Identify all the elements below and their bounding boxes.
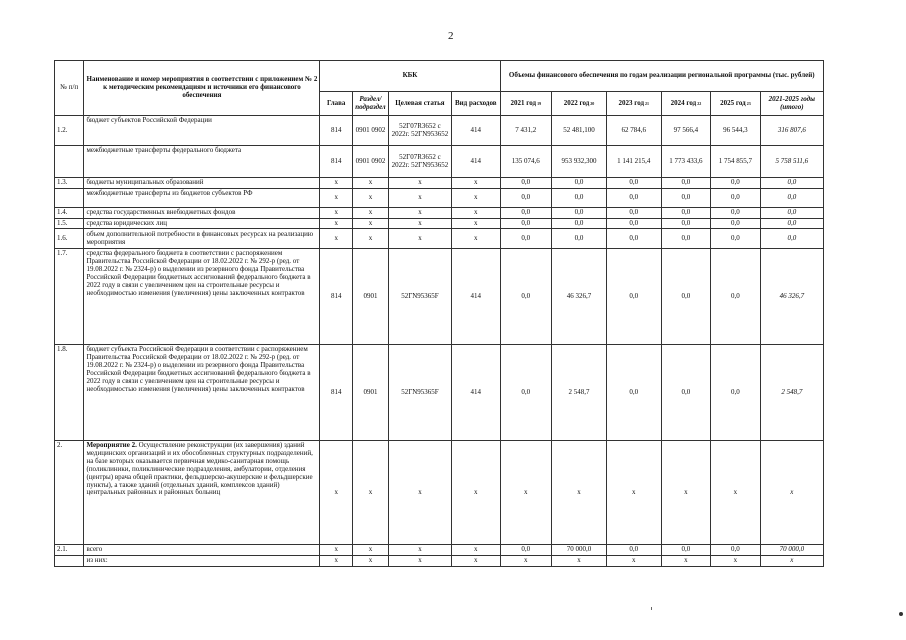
cell-razdel: x [353,188,389,207]
measure-text: Осуществление реконструкции (их завершения) зданий медицинских организаций и их обособленных структурных подразделений, на базе которых оказывается первичная медико-санитарная помощь (поликлиники, поликлинические подразделения, амбулатории, отделения (центры) врача общей практики, фельдшерско-акушерские и фельдшерские пункты), а также зданий (отдельных зданий, комплексов зданий) центральных районных и районных больниц [86,441,313,497]
cell-2023: 0,0 [606,188,661,207]
table-row [55,441,824,545]
cell-vid: x [452,229,500,249]
cell-no [55,146,84,178]
cell-no: 2. [55,441,84,545]
cell-razdel: x [353,178,389,189]
cell-vid: 414 [452,345,500,441]
cell-2021: 0,0 [500,178,552,189]
cell-2025: 0,0 [711,249,761,345]
cell-total: 0,0 [760,218,823,229]
cell-2022: 0,0 [552,207,607,218]
cell-total: 0,0 [760,178,823,189]
cell-2025: 96 544,3 [711,116,761,146]
header-glava: Глава [320,92,353,116]
cell-2024: 0,0 [661,345,711,441]
header-2024-label: 2024 год [670,98,697,107]
cell-2023: 0,0 [606,545,661,556]
cell-no: 1.5. [55,218,84,229]
cell-2021: 0,0 [500,218,552,229]
cell-total: x [760,441,823,545]
cell-2023: x [606,441,661,545]
header-total: 2021-2025 годы (итого) [760,92,823,116]
cell-2024: 0,0 [661,249,711,345]
cell-2024: 97 566,4 [661,116,711,146]
cell-stat: x [388,188,451,207]
cell-vid: x [452,556,500,567]
cell-2025: 0,0 [711,207,761,218]
cell-2022: 70 000,0 [552,545,607,556]
scan-edge-mark [899,612,903,616]
cell-razdel: 0901 0902 [353,146,389,178]
cell-total: 0,0 [760,229,823,249]
cell-vid: 414 [452,146,500,178]
header-2022-mark: 20 [590,100,595,106]
cell-total: 0,0 [760,207,823,218]
cell-glava: 814 [320,146,353,178]
cell-no [55,188,84,207]
cell-2021: 0,0 [500,229,552,249]
cell-razdel: x [353,218,389,229]
cell-vid: x [452,207,500,218]
cell-name: бюджеты муниципальных образований [84,178,320,189]
cell-razdel: x [353,207,389,218]
cell-no: 1.7. [55,249,84,345]
cell-2025: 0,0 [711,545,761,556]
cell-2022: 0,0 [552,178,607,189]
cell-total: x [760,556,823,567]
cell-2025: 0,0 [711,345,761,441]
cell-2024: 0,0 [661,178,711,189]
table-row [55,116,824,146]
cell-no [55,556,84,567]
cell-name: межбюджетные трансферты федерального бюджета [84,146,320,178]
header-name: Наименование и номер мероприятия в соответствии с приложением № 2 к методическим рекомендациям и источники его финансового обеспечения [84,61,320,116]
cell-2021: 135 074,6 [500,146,552,178]
header-2021 [500,92,552,116]
cell-2022: 0,0 [552,188,607,207]
cell-vid: x [452,218,500,229]
header-2022 [552,92,607,116]
cell-total: 70 000,0 [760,545,823,556]
table-row [55,207,824,218]
cell-2021: x [500,441,552,545]
cell-no: 1.2. [55,116,84,146]
cell-name [84,441,320,545]
cell-total: 2 548,7 [760,345,823,441]
cell-total: 46 326,7 [760,249,823,345]
cell-razdel: x [353,545,389,556]
cell-name: средства государственных внебюджетных фондов [84,207,320,218]
header-no: № п/п [55,61,84,116]
cell-2022: 953 932,300 [552,146,607,178]
cell-2025: 0,0 [711,229,761,249]
header-2025-mark: 23 [746,100,751,106]
cell-razdel: x [353,556,389,567]
cell-glava: x [320,207,353,218]
cell-2022: x [552,556,607,567]
cell-no: 1.6. [55,229,84,249]
cell-razdel: 0901 [353,249,389,345]
cell-vid: x [452,188,500,207]
header-row-main [55,61,824,92]
cell-2024: 0,0 [661,218,711,229]
cell-glava: 814 [320,249,353,345]
cell-razdel: x [353,229,389,249]
cell-2023: 1 141 215,4 [606,146,661,178]
cell-vid: x [452,178,500,189]
page-number: 2 [448,30,454,42]
header-2023-label: 2023 год [618,98,645,107]
header-razdel: Раздел/ подраздел [353,92,389,116]
cell-no: 1.4. [55,207,84,218]
cell-2025: 0,0 [711,178,761,189]
cell-2021: 0,0 [500,345,552,441]
cell-2025: 0,0 [711,188,761,207]
cell-name: межбюджетные трансферты из бюджетов субъектов РФ [84,188,320,207]
funding-table [54,60,824,567]
cell-stat: 52ГN95365F [388,249,451,345]
cell-razdel: 0901 0902 [353,116,389,146]
cell-2025: x [711,556,761,567]
cell-2023: 0,0 [606,249,661,345]
cell-2023: 62 784,6 [606,116,661,146]
cell-2022: x [552,441,607,545]
header-vid: Вид расходов [452,92,500,116]
cell-2022: 0,0 [552,218,607,229]
cell-2024: 0,0 [661,229,711,249]
cell-stat: x [388,229,451,249]
cell-stat: x [388,207,451,218]
cell-total: 0,0 [760,188,823,207]
header-2025-label: 2025 год [720,98,746,107]
cell-2021: 0,0 [500,188,552,207]
cell-2024: 0,0 [661,207,711,218]
table-row [55,345,824,441]
cell-stat: x [388,178,451,189]
header-funding: Объемы финансового обеспечения по годам реализации региональной программы (тыс. рублей) [500,61,824,92]
cell-2023: 0,0 [606,229,661,249]
cell-2025: 0,0 [711,218,761,229]
table-row [55,229,824,249]
table-row [55,249,824,345]
cell-vid: 414 [452,249,500,345]
header-kbk: КБК [320,61,500,92]
table-row [55,178,824,189]
cell-name: из них: [84,556,320,567]
cell-glava: 814 [320,116,353,146]
cell-name: средства федерального бюджета в соответствии с распоряжением Правительства Российской Федерации от 18.02.2022 г. № 292-р (ред. от 19.08.2022 г. № 2324-р) о выделении из резервного фонда Правительства Российской Федерации бюджетных ассигнований федерального бюджета в 2022 году в связи с увеличением цен на строительные ресурсы и необходимостью изменения (увеличения) цены заключенных контрактов [84,249,320,345]
cell-name: бюджет субъектов Российской Федерации [84,116,320,146]
cell-2022: 0,0 [552,229,607,249]
table-row [55,545,824,556]
cell-2022: 2 548,7 [552,345,607,441]
cell-razdel: 0901 [353,345,389,441]
cell-stat: x [388,218,451,229]
cell-name: объем дополнительной потребности в финансовых ресурсах на реализацию мероприятия [84,229,320,249]
cell-2022: 52 481,100 [552,116,607,146]
scan-speck [651,607,652,610]
cell-2024: 0,0 [661,545,711,556]
cell-glava: x [320,188,353,207]
cell-2023: 0,0 [606,178,661,189]
header-2021-label: 2021 год [510,98,537,107]
cell-2021: 7 431,2 [500,116,552,146]
cell-2024: x [661,556,711,567]
cell-stat: 52ГN95365F [388,345,451,441]
cell-2023: x [606,556,661,567]
header-2024-mark: 22 [697,100,702,106]
cell-stat: 52Г07R3652 с 2022г. 52ГN953652 [388,146,451,178]
header-2023 [606,92,661,116]
cell-stat: x [388,441,451,545]
cell-no: 2.1. [55,545,84,556]
cell-glava: x [320,545,353,556]
header-2023-mark: 21 [645,100,650,106]
table-row [55,188,824,207]
cell-2024: x [661,441,711,545]
cell-name: всего [84,545,320,556]
cell-stat: x [388,556,451,567]
header-2025 [711,92,761,116]
cell-2022: 46 326,7 [552,249,607,345]
header-2022-label: 2022 год [563,98,590,107]
cell-glava: x [320,441,353,545]
header-stat: Целевая статья [388,92,451,116]
cell-total: 316 807,6 [760,116,823,146]
cell-vid: 414 [452,116,500,146]
cell-2021: 0,0 [500,249,552,345]
cell-2021: x [500,556,552,567]
table-row [55,218,824,229]
cell-stat: 52Г07R3652 с 2022г. 52ГN953652 [388,116,451,146]
cell-2021: 0,0 [500,545,552,556]
cell-2023: 0,0 [606,218,661,229]
cell-no: 1.8. [55,345,84,441]
cell-2023: 0,0 [606,345,661,441]
header-2024 [661,92,711,116]
cell-2023: 0,0 [606,207,661,218]
table-row [55,146,824,178]
cell-glava: 814 [320,345,353,441]
measure-title: Мероприятие 2. [86,441,137,450]
cell-glava: x [320,229,353,249]
cell-glava: x [320,178,353,189]
cell-glava: x [320,218,353,229]
cell-vid: x [452,545,500,556]
cell-glava: x [320,556,353,567]
cell-no: 1.3. [55,178,84,189]
table-row [55,556,824,567]
cell-name: бюджет субъекта Российской Федерации в соответствии с распоряжением Правительства Российской Федерации от 18.02.2022 г. № 292-р (ред. от 19.08.2022 г. № 2324-р) о выделении из резервного фонда Правительства Российской Федерации бюджетных ассигнований федерального бюджета в 2022 году в связи с увеличением цен на строительные ресурсы и необходимостью изменения (увеличения) цены заключенных контрактов [84,345,320,441]
cell-razdel: x [353,441,389,545]
cell-2024: 1 773 433,6 [661,146,711,178]
cell-2025: 1 754 855,7 [711,146,761,178]
cell-2024: 0,0 [661,188,711,207]
cell-name: средства юридических лиц [84,218,320,229]
cell-2021: 0,0 [500,207,552,218]
cell-stat: x [388,545,451,556]
cell-vid: x [452,441,500,545]
header-2021-mark: 19 [537,100,542,106]
cell-2025: x [711,441,761,545]
cell-total: 5 758 511,6 [760,146,823,178]
